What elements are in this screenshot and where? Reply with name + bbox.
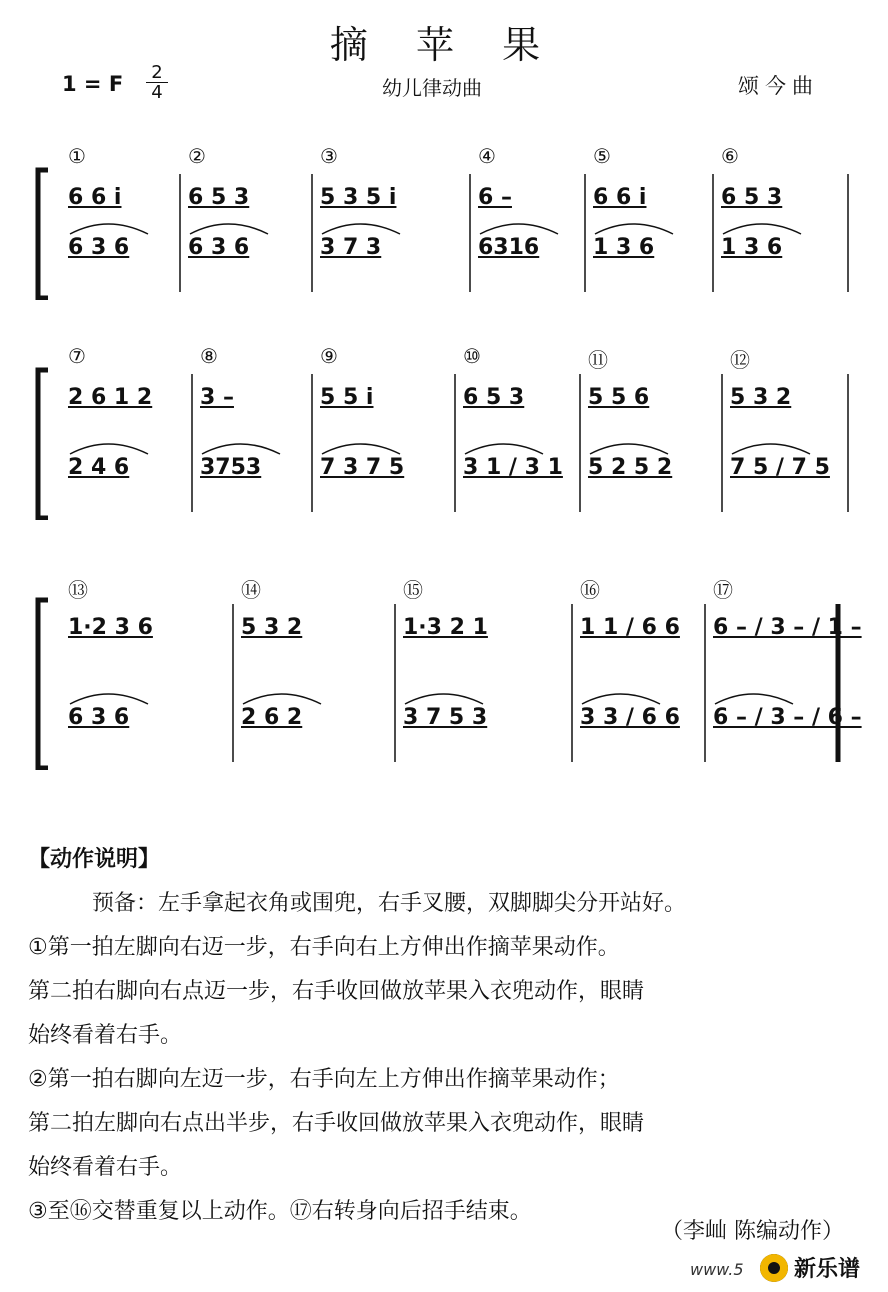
measure-number: ⑫ [730, 348, 750, 372]
measure-number: ② [188, 144, 206, 168]
melody-notes: 2 6 1 2 [68, 385, 153, 410]
system-bracket [38, 170, 48, 298]
system-lines [0, 570, 888, 770]
time-signature [146, 64, 168, 101]
slur [190, 224, 268, 234]
slur [465, 444, 543, 454]
explanation-line: 第二拍右脚向右点迈一步，右手收回做放苹果入衣兜动作，眼睛 [28, 979, 645, 1004]
melody-notes: 5 3 5 i [320, 185, 397, 210]
composer: 颂今曲 [738, 74, 819, 98]
measure-number: ⑰ [713, 578, 733, 602]
measure-number: ⑯ [580, 578, 600, 602]
measure-number: ⑮ [403, 578, 423, 602]
site-watermark: www.5 [690, 1260, 744, 1279]
bass-notes: 2 6 2 [241, 705, 303, 730]
slur [723, 224, 801, 234]
slur [202, 444, 280, 454]
bass-notes: 6 3 6 [68, 705, 130, 730]
melody-notes: 5 5 6 [588, 385, 650, 410]
bass-notes: 3 7 3 [320, 235, 382, 260]
measure-number: ⑪ [588, 348, 608, 372]
measure-number: ③ [320, 144, 338, 168]
slur [595, 224, 673, 234]
melody-notes: 3 – [200, 385, 234, 410]
melody-notes: 1 1 / 6 6 [580, 615, 680, 640]
explanation-line: 始终看着右手。 [28, 1023, 183, 1048]
measure-number: ⑩ [463, 344, 481, 368]
bass-notes: 6316 [478, 235, 540, 260]
melody-notes: 5 5 i [320, 385, 374, 410]
measure-number: ⑨ [320, 344, 338, 368]
melody-notes: 6 5 3 [463, 385, 525, 410]
explanation-line: ①第一拍左脚向右迈一步，右手向右上方伸出作摘苹果动作。 [28, 935, 620, 960]
slur [70, 444, 148, 454]
melody-notes: 5 3 2 [241, 615, 303, 640]
measure-number: ⑧ [200, 344, 218, 368]
score-system [0, 340, 888, 520]
choreography-credit: （李屾 陈编动作） [661, 1219, 844, 1244]
measure-number: ④ [478, 144, 496, 168]
key-signature: 1 = F [62, 72, 124, 96]
bass-notes: 3753 [200, 455, 262, 480]
slur [582, 694, 660, 704]
melody-notes: 6 – / 3 – / 1 – [713, 615, 862, 640]
slur [322, 444, 400, 454]
bass-notes: 2 4 6 [68, 455, 130, 480]
explanation-heading: 【动作说明】 [28, 847, 161, 872]
bass-notes: 7 3 7 5 [320, 455, 405, 480]
action-explanation [28, 838, 868, 1234]
melody-notes: 6 5 3 [721, 185, 783, 210]
bass-notes: 3 1 / 3 1 [463, 455, 563, 480]
system-lines [0, 340, 888, 520]
explanation-line: ②第一拍右脚向左迈一步，右手向左上方伸出作摘苹果动作； [28, 1067, 620, 1092]
bass-notes: 7 5 / 7 5 [730, 455, 830, 480]
bass-notes: 3 7 5 3 [403, 705, 488, 730]
bass-notes: 6 – / 3 – / 6 – [713, 705, 862, 730]
bass-notes: 5 2 5 2 [588, 455, 673, 480]
bass-notes: 6 3 6 [188, 235, 250, 260]
song-title: 摘 苹 果 [329, 23, 559, 67]
slur [732, 444, 810, 454]
slur [243, 694, 321, 704]
brand-name: 新乐谱 [794, 1257, 861, 1282]
system-lines [0, 140, 888, 300]
slur [480, 224, 558, 234]
slur [590, 444, 668, 454]
melody-notes: 6 5 3 [188, 185, 250, 210]
slur [715, 694, 793, 704]
melody-notes: 6 6 i [593, 185, 647, 210]
time-top: 2 [151, 62, 163, 83]
bass-notes: 6 3 6 [68, 235, 130, 260]
measure-number: ⑭ [241, 578, 261, 602]
explanation-line: ③至⑯交替重复以上动作。⑰右转身向后招手结束。 [28, 1199, 532, 1224]
explanation-line: 第二拍左脚向右点出半步，右手收回做放苹果入衣兜动作，眼睛 [28, 1111, 645, 1136]
melody-notes: 6 6 i [68, 185, 122, 210]
slur [322, 224, 400, 234]
bass-notes: 1 3 6 [593, 235, 655, 260]
measure-number: ⑦ [68, 344, 86, 368]
subtitle: 幼儿律动曲 [382, 76, 482, 100]
time-bottom: 4 [151, 82, 163, 103]
slur [405, 694, 483, 704]
explanation-line: 始终看着右手。 [28, 1155, 183, 1180]
bass-notes: 1 3 6 [721, 235, 783, 260]
brand-logo [760, 1252, 860, 1283]
melody-notes: 1·2 3 6 [68, 615, 153, 640]
measure-number: ⑤ [593, 144, 611, 168]
melody-notes: 5 3 2 [730, 385, 792, 410]
system-bracket [38, 370, 48, 518]
score-system [0, 140, 888, 300]
explanation-line: 预备：左手拿起衣角或围兜，右手叉腰，双脚脚尖分开站好。 [92, 891, 687, 916]
slur [70, 224, 148, 234]
score-system [0, 570, 888, 770]
slur [70, 694, 148, 704]
record-icon [760, 1254, 788, 1282]
melody-notes: 6 – [478, 185, 512, 210]
melody-notes: 1·3 2 1 [403, 615, 488, 640]
measure-number: ⑥ [721, 144, 739, 168]
measure-number: ⑬ [68, 578, 88, 602]
bass-notes: 3 3 / 6 6 [580, 705, 680, 730]
measure-number: ① [68, 144, 86, 168]
system-bracket [38, 600, 48, 768]
